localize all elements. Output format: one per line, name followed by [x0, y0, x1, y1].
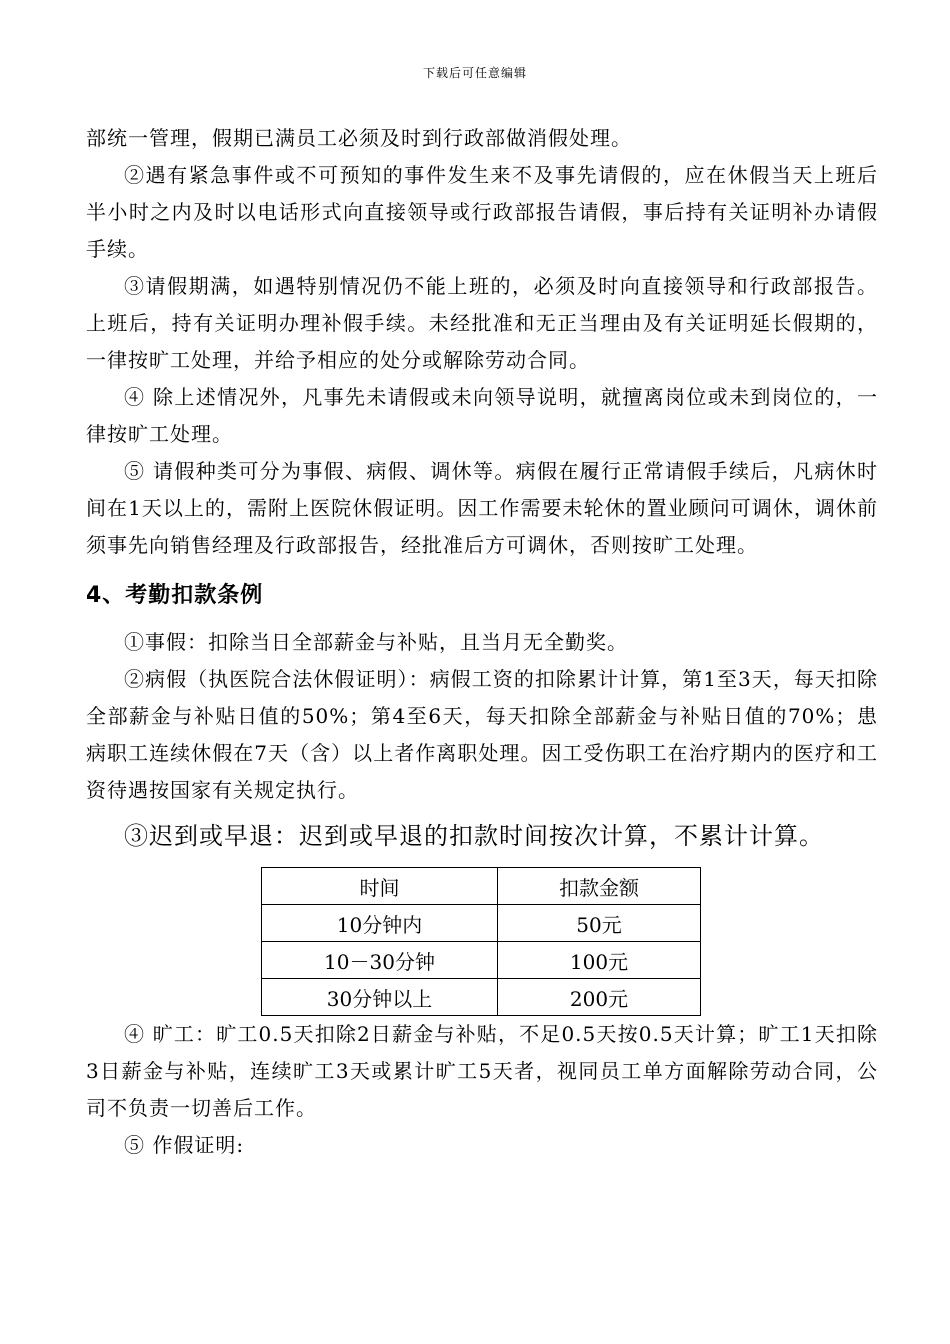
paragraph-leave-end: 部统一管理，假期已满员工必须及时到行政部做消假处理。 — [86, 126, 632, 150]
table-row — [262, 905, 701, 942]
paragraph-personal-leave: ①事假：扣除当日全部薪金与补贴，且当月无全勤奖。 — [124, 630, 628, 654]
paragraph-absence-deduction: ④ 旷工：旷工0.5天扣除2日薪金与补贴，不足0.5天按0.5天计算；旷工1天扣除3日薪金与补贴，连续旷工3天或累计旷工5天者，视同员工单方面解除劳动合同，公司不负责一切善后工作。 — [86, 1022, 878, 1120]
table-row — [262, 979, 701, 1016]
deduction-table — [261, 867, 701, 1016]
paragraph-sick-leave: ②病假（执医院合法休假证明）：病假工资的扣除累计计算，第1至3天，每天扣除全部薪金与补贴日值的50%；第4至6天，每天扣除全部薪金与补贴日值的70%；患病职工连续休假在7天（含）以上者作离职处理。因工受伤职工在治疗期内的医疗和工资待遇按国家有关规定执行。 — [86, 667, 878, 802]
table-cell: 10分钟内 — [262, 905, 498, 942]
table-cell: 200元 — [498, 979, 701, 1016]
table-cell: 100元 — [498, 942, 701, 979]
table-cell: 10－30分钟 — [262, 942, 498, 979]
paragraph-emergency-leave: ②遇有紧急事件或不可预知的事件发生来不及事先请假的，应在休假当天上班后半小时之内及时以电话形式向直接领导或行政部报告请假，事后持有关证明补办请假手续。 — [86, 163, 878, 261]
section-heading: 4、考勤扣款条例 — [86, 583, 264, 608]
header-note: 下载后可任意编辑 — [422, 66, 527, 80]
table-cell: 50元 — [498, 905, 701, 942]
paragraph-leave-expired: ③请假期满，如遇特别情况仍不能上班的，必须及时向直接领导和行政部报告。上班后，持有关证明办理补假手续。未经批准和无正当理由及有关证明延长假期的，一律按旷工处理，并给予相应的处分或解除劳动合同。 — [86, 274, 878, 372]
paragraph-late-early: ③迟到或早退：迟到或早退的扣款时间按次计算，不累计计算。 — [124, 822, 824, 850]
paragraph-absenteeism: ④ 除上述情况外，凡事先未请假或未向领导说明，就擅离岗位或未到岗位的，一律按旷工处理。 — [86, 385, 878, 446]
table-header-row — [262, 868, 701, 905]
table-cell: 30分钟以上 — [262, 979, 498, 1016]
paragraph-false-proof: ⑤ 作假证明: — [124, 1133, 245, 1157]
table-header-cell: 扣款金额 — [498, 868, 701, 905]
paragraph-leave-types: ⑤ 请假种类可分为事假、病假、调休等。病假在履行正常请假手续后，凡病休时间在1天以上的，需附上医院休假证明。因工作需要未轮休的置业顾问可调休，调休前须事先向销售经理及行政部报告，经批准后方可调休，否则按旷工处理。 — [86, 459, 878, 557]
document-body — [86, 120, 878, 1164]
table-header-cell: 时间 — [262, 868, 498, 905]
table-row — [262, 942, 701, 979]
